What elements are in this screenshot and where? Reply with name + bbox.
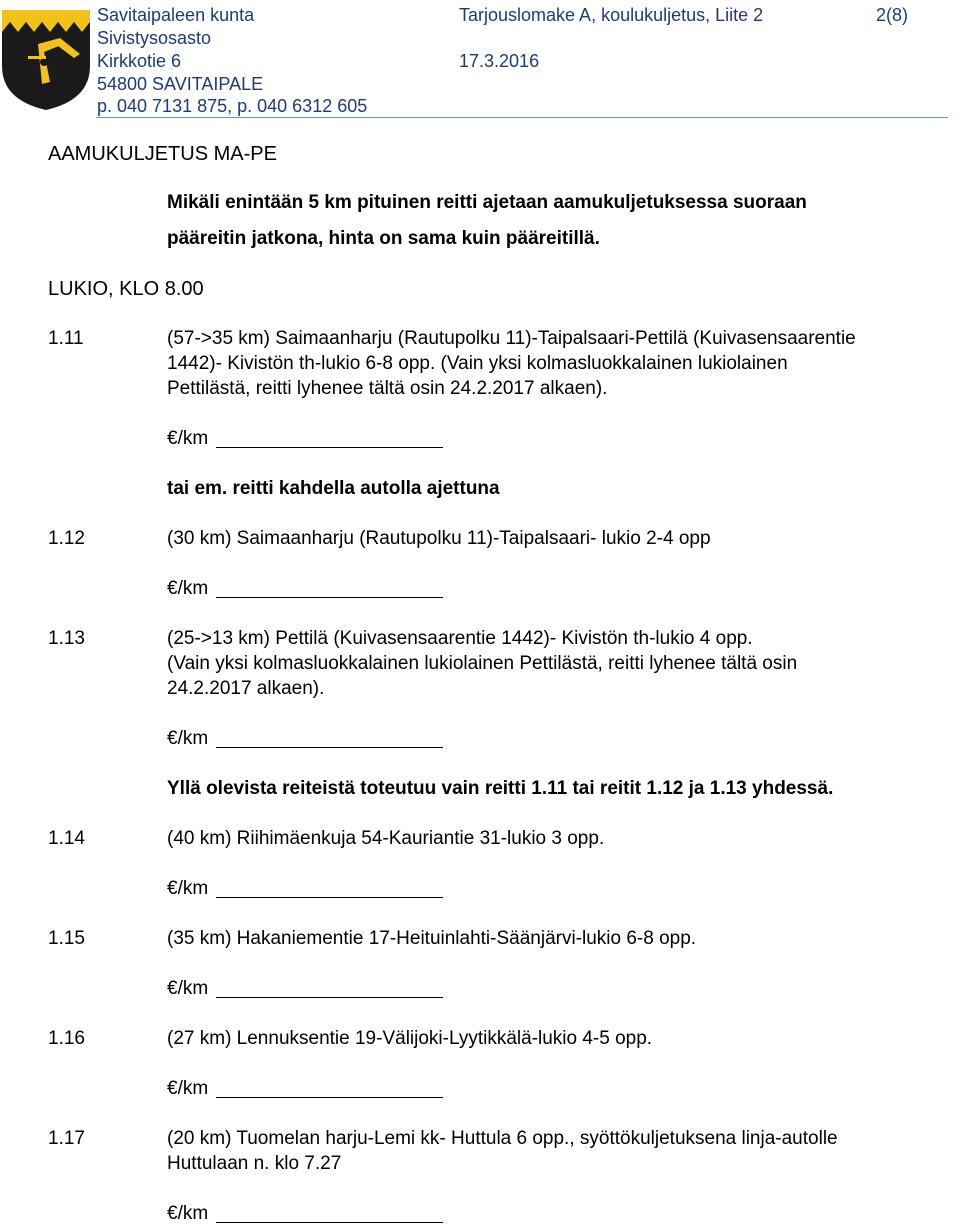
price-unit-label: €/km	[167, 578, 209, 599]
municipality-crest-logo	[0, 4, 92, 112]
org-name: Savitaipaleen kunta	[97, 5, 255, 25]
price-unit-label: €/km	[167, 428, 209, 449]
route-number: 1.15	[48, 928, 85, 949]
route-description-line: (Vain yksi kolmasluokkalainen lukiolainen Pettilästä, reitti lyhenee tältä osin	[167, 653, 798, 674]
postal-address: 54800 SAVITAIPALE	[97, 74, 264, 94]
price-input-line[interactable]	[216, 597, 443, 598]
price-unit-label: €/km	[167, 1078, 209, 1099]
price-input-line[interactable]	[216, 997, 443, 998]
route-number: 1.13	[48, 628, 85, 649]
route-description-line: Huttulaan n. klo 7.27	[167, 1153, 342, 1174]
section-title: AAMUKULJETUS MA-PE	[48, 143, 277, 165]
street-address: Kirkkotie 6	[97, 51, 182, 71]
price-unit-label: €/km	[167, 878, 209, 899]
intro-note-line-2: pääreitin jatkona, hinta on sama kuin pääreitillä.	[167, 228, 600, 249]
route-number: 1.14	[48, 828, 85, 849]
price-input-line[interactable]	[216, 1222, 443, 1223]
route-description-line: (27 km) Lennuksentie 19-Välijoki-Lyytikkälä-lukio 4-5 opp.	[167, 1028, 653, 1049]
department-name: Sivistysosasto	[97, 28, 212, 48]
price-input-line[interactable]	[216, 1097, 443, 1098]
page-number: 2(8)	[876, 5, 909, 25]
price-unit-label: €/km	[167, 728, 209, 749]
route-number: 1.17	[48, 1128, 85, 1149]
route-description-line: (25->13 km) Pettilä (Kuivasensaarentie 1442)- Kivistön th-lukio 4 opp.	[167, 628, 753, 649]
price-unit-label: €/km	[167, 978, 209, 999]
document-title: Tarjouslomake A, koulukuljetus, Liite 2	[459, 5, 764, 25]
intro-note-line-1: Mikäli enintään 5 km pituinen reitti ajetaan aamukuljetuksessa suoraan	[167, 192, 807, 213]
price-input-line[interactable]	[216, 897, 443, 898]
route-description-line: Pettilästä, reitti lyhenee tältä osin 24.2.2017 alkaen).	[167, 378, 608, 399]
phone-numbers: p. 040 7131 875, p. 040 6312 605	[97, 96, 368, 116]
summary-note: Yllä olevista reiteistä toteutuu vain reitti 1.11 tai reitit 1.12 ja 1.13 yhdessä.	[167, 778, 834, 799]
route-description-line: (40 km) Riihimäenkuja 54-Kauriantie 31-lukio 3 opp.	[167, 828, 605, 849]
route-description-line: (20 km) Tuomelan harju-Lemi kk- Huttula 6 opp., syöttökuljetuksena linja-autolle	[167, 1128, 838, 1149]
document-date: 17.3.2016	[459, 51, 540, 71]
price-input-line[interactable]	[216, 747, 443, 748]
price-unit-label: €/km	[167, 1203, 209, 1224]
route-description-line: (35 km) Hakaniementie 17-Heituinlahti-Säänjärvi-lukio 6-8 opp.	[167, 928, 697, 949]
route-description-line: 1442)- Kivistön th-lukio 6-8 opp. (Vain yksi kolmasluokkalainen lukiolainen	[167, 353, 788, 374]
route-number: 1.12	[48, 528, 85, 549]
price-input-line[interactable]	[216, 447, 443, 448]
route-description-line: (57->35 km) Saimaanharju (Rautupolku 11)-Taipalsaari-Pettilä (Kuivasensaarentie	[167, 328, 856, 349]
header-divider	[96, 117, 948, 118]
alternative-note: tai em. reitti kahdella autolla ajettuna	[167, 478, 500, 499]
subsection-title: LUKIO, KLO 8.00	[48, 278, 204, 300]
route-description-line: 24.2.2017 alkaen).	[167, 678, 325, 699]
route-number: 1.16	[48, 1028, 85, 1049]
route-number: 1.11	[48, 328, 84, 349]
route-description-line: (30 km) Saimaanharju (Rautupolku 11)-Taipalsaari- lukio 2-4 opp	[167, 528, 711, 549]
